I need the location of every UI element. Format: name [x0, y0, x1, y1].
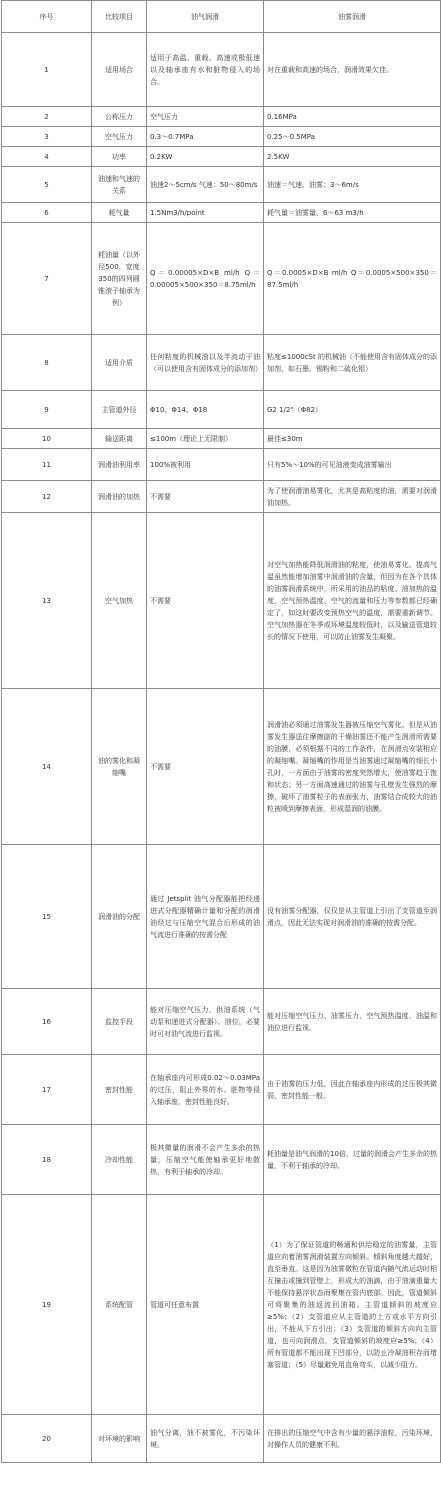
row-oil-mist: 只有5%～10%的可见油液变成油雾输出 [264, 449, 441, 481]
table-row [2, 223, 441, 335]
row-oil-mist: 0.16MPa [264, 107, 441, 127]
row-oil-air: 不需要 [147, 513, 264, 689]
row-item: 空气加热 [92, 513, 147, 689]
row-oil-mist: 耗气量＝油雾量，6～63 m3/h [264, 203, 441, 223]
row-index: 9 [2, 391, 92, 429]
header-index: 序号 [2, 1, 92, 33]
row-oil-mist: 能对压缩空气压力、油雾压力、空气预热温度、油温和油位进行监视。 [264, 989, 441, 1055]
row-oil-mist: 为了使润滑油易雾化，尤其是高粘度的油，需要对润滑油加热。 [264, 481, 441, 513]
row-oil-air: 极其微量的润滑不会产生多余的热量，压缩空气能使轴承更好地散热，有利于轴承的冷却。 [147, 1125, 264, 1195]
table-row [2, 127, 441, 147]
row-item: 输送距离 [92, 429, 147, 449]
row-oil-air: 0.3～0.7MPa [147, 127, 264, 147]
table-row [2, 1125, 441, 1195]
row-index: 12 [2, 481, 92, 513]
table-row [2, 481, 441, 513]
comparison-table [1, 0, 441, 1463]
row-oil-mist: 没有油雾分配器，仅仅是从主管道上引出了支管道至润滑点，因此无法实现对润滑油的准确的按需分配。 [264, 845, 441, 989]
row-oil-air: 通过 Jetsplit 油气分配器能把经递进式分配器精确计量和分配的润滑油经过与压缩空气混合后形成的油气流进行准确的按需分配 [147, 845, 264, 989]
row-oil-mist: 粘度≤1000cSt 的机械油（不能使用含有固体成分的添加剂，如石墨、锡粉和二硫化钼） [264, 335, 441, 391]
table-row [2, 33, 441, 107]
table-row [2, 107, 441, 127]
header-oil-air: 油气润滑 [147, 1, 264, 33]
row-item: 系统配管 [92, 1195, 147, 1415]
row-oil-air: 0.2KW [147, 147, 264, 167]
row-item: 功率 [92, 147, 147, 167]
table-header-row [2, 1, 441, 33]
row-item: 油的雾化和凝缩嘴 [92, 689, 147, 845]
row-oil-air: 100%被利用 [147, 449, 264, 481]
row-index: 3 [2, 127, 92, 147]
row-index: 2 [2, 107, 92, 127]
row-item: 润滑油利用率 [92, 449, 147, 481]
row-index: 4 [2, 147, 92, 167]
row-index: 8 [2, 335, 92, 391]
header-item: 比较项目 [92, 1, 147, 33]
row-item: 冷却性能 [92, 1125, 147, 1195]
row-index: 14 [2, 689, 92, 845]
row-index: 15 [2, 845, 92, 989]
row-oil-air: 不需要 [147, 689, 264, 845]
row-item: 润滑油的加热 [92, 481, 147, 513]
header-oil-mist: 油雾润滑 [264, 1, 441, 33]
table-row [2, 513, 441, 689]
row-item: 监控手段 [92, 989, 147, 1055]
row-oil-air: 不需要 [147, 481, 264, 513]
table-row [2, 1055, 441, 1125]
table-row [2, 689, 441, 845]
row-oil-mist: 2.5KW [264, 147, 441, 167]
row-oil-air: 适用于高温、重载、高速或极低速以及轴承座有水和脏物侵入的场合。 [147, 33, 264, 107]
table-row [2, 1195, 441, 1415]
table-row [2, 391, 441, 429]
row-index: 5 [2, 167, 92, 203]
row-item: 适用场合 [92, 33, 147, 107]
row-oil-mist: Q＝0.0005×D×B ml/h Q＝0.0005×500×350＝87.5ml/h [264, 223, 441, 335]
row-item: 润滑油的分配 [92, 845, 147, 989]
row-index: 17 [2, 1055, 92, 1125]
table-row [2, 167, 441, 203]
row-item: 耗气量 [92, 203, 147, 223]
row-index: 13 [2, 513, 92, 689]
table-row [2, 1415, 441, 1463]
row-oil-air: 任何粘度的机械油以及半流动干油（可以使用含有固体成分的添加剂） [147, 335, 264, 391]
row-oil-air: 油气分离，油不被雾化，不污染环境。 [147, 1415, 264, 1463]
row-oil-mist: G2 1/2"（Φ82） [264, 391, 441, 429]
row-oil-mist: 耗油量是油气润滑的10倍，过量的润滑会产生多余的热量，不利于轴承的冷却。 [264, 1125, 441, 1195]
table-row [2, 449, 441, 481]
row-index: 16 [2, 989, 92, 1055]
row-item: 公称压力 [92, 107, 147, 127]
row-oil-mist: 对在重载和高速的场合，润滑效果欠佳。 [264, 33, 441, 107]
row-oil-air: ≤100m（理论上无限制） [147, 429, 264, 449]
row-oil-mist: 在排出的压缩空气中含有少量的悬浮油粒，污染环境，对操作人员的健康不利。 [264, 1415, 441, 1463]
row-oil-air: 在轴承座内可形成0.02～0.03MPa的过压，阻止外界的水、脏物等侵入轴承座，密封性能良好。 [147, 1055, 264, 1125]
row-item: 空气压力 [92, 127, 147, 147]
table-row [2, 429, 441, 449]
row-index: 20 [2, 1415, 92, 1463]
row-item: 适用介质 [92, 335, 147, 391]
row-oil-mist: （1）为了保证管道的畅通和供给稳定的油雾量，主管道应向着油雾润滑装置方向倾斜。倾斜角度越大越好，直至垂直。这是因为油雾微粒在管道内随气流运动时相互撞击或撞到管壁上，形成大的油滴，由于油滴重量大不能保持悬浮状态而聚集在管内底部。因此，管道倾斜可将聚集的油返流回油箱。主管道倾斜的坡度应≥5%；（2）支管道应从主管道的上方或水平方向引出，不能从下方引出；（3）支管道的倾斜方向向主管道，也可向润滑点，支管道倾斜的坡度应≥5%；（4）所有管道都不能出现下凹部分，以防止冷凝油积存而堵塞管道；（5）尽量避免用直角弯头，以减少阻力。 [264, 1195, 441, 1415]
row-oil-mist: 对空气加热能降低润滑油的粘度，使油易雾化。提高气温虽然能增加油雾中润滑油的含量，但因为在各个具体的油雾润滑系统中，所采用的油品的粘度、油加热的温度、空气预热温度、空气的流量和压力等参数都已经确定了，如这时要改变预热空气的温度，需要重新调节。空气加热器在冬季或环境温度较低时，以及输送管道较长的情况下使用，可以防止油雾发生凝聚。 [264, 513, 441, 689]
row-index: 6 [2, 203, 92, 223]
row-index: 7 [2, 223, 92, 335]
row-item: 主管道外径 [92, 391, 147, 429]
row-item: 油速和气速的关系 [92, 167, 147, 203]
row-index: 19 [2, 1195, 92, 1415]
table-row [2, 335, 441, 391]
row-oil-mist: 最佳≤30m [264, 429, 441, 449]
row-oil-mist: 润滑油必须通过油雾发生器被压缩空气雾化。但是从油雾发生器送往摩擦副的干燥油雾还不能产生润滑所需要的油膜，必须根据不同的工作条件，在润滑点安装相应的凝缩嘴。凝缩嘴的作用是当油雾通过凝缩嘴的细长小孔时，一方面由于油雾的密度突然增大，使油雾趋于饱和状态；另一方面高速通过的油雾与孔壁发生强烈的摩擦，破坏了油雾粒子的表面张力，油雾结合成较大的油粒被喷到摩擦表面，形成湿润的油膜。 [264, 689, 441, 845]
row-index: 1 [2, 33, 92, 107]
row-oil-mist: 由于油雾的压力低，因此在轴承座内形成的过压极其微弱，密封性能一般。 [264, 1055, 441, 1125]
row-index: 11 [2, 449, 92, 481]
table-row [2, 989, 441, 1055]
row-item: 对环境的影响 [92, 1415, 147, 1463]
row-item: 耗油量（以外径500，宽度350的四列圆锥滚子轴承为例） [92, 223, 147, 335]
row-item: 密封性能 [92, 1055, 147, 1125]
row-oil-air: 空气压力 [147, 107, 264, 127]
row-oil-air: 管道可任意布置 [147, 1195, 264, 1415]
table-row [2, 147, 441, 167]
row-index: 10 [2, 429, 92, 449]
row-index: 18 [2, 1125, 92, 1195]
row-oil-mist: 0.25～0.5MPa [264, 127, 441, 147]
row-oil-mist: 油速＝气速，油雾：3～6m/s [264, 167, 441, 203]
row-oil-air: 1.5Nm3/h/point [147, 203, 264, 223]
row-oil-air: 能对压缩空气压力，供油系统（气动泵和递进式分配器）、油位，必要时可对油气流进行监视。 [147, 989, 264, 1055]
table-row [2, 203, 441, 223]
table-row [2, 845, 441, 989]
row-oil-air: Q＝0.00005×D×B ml/h Q＝0.00005×500×350＝8.75ml/h [147, 223, 264, 335]
row-oil-air: Φ10、Φ14、Φ18 [147, 391, 264, 429]
row-oil-air: 油速2～5cm/s 气速：50～80m/s [147, 167, 264, 203]
